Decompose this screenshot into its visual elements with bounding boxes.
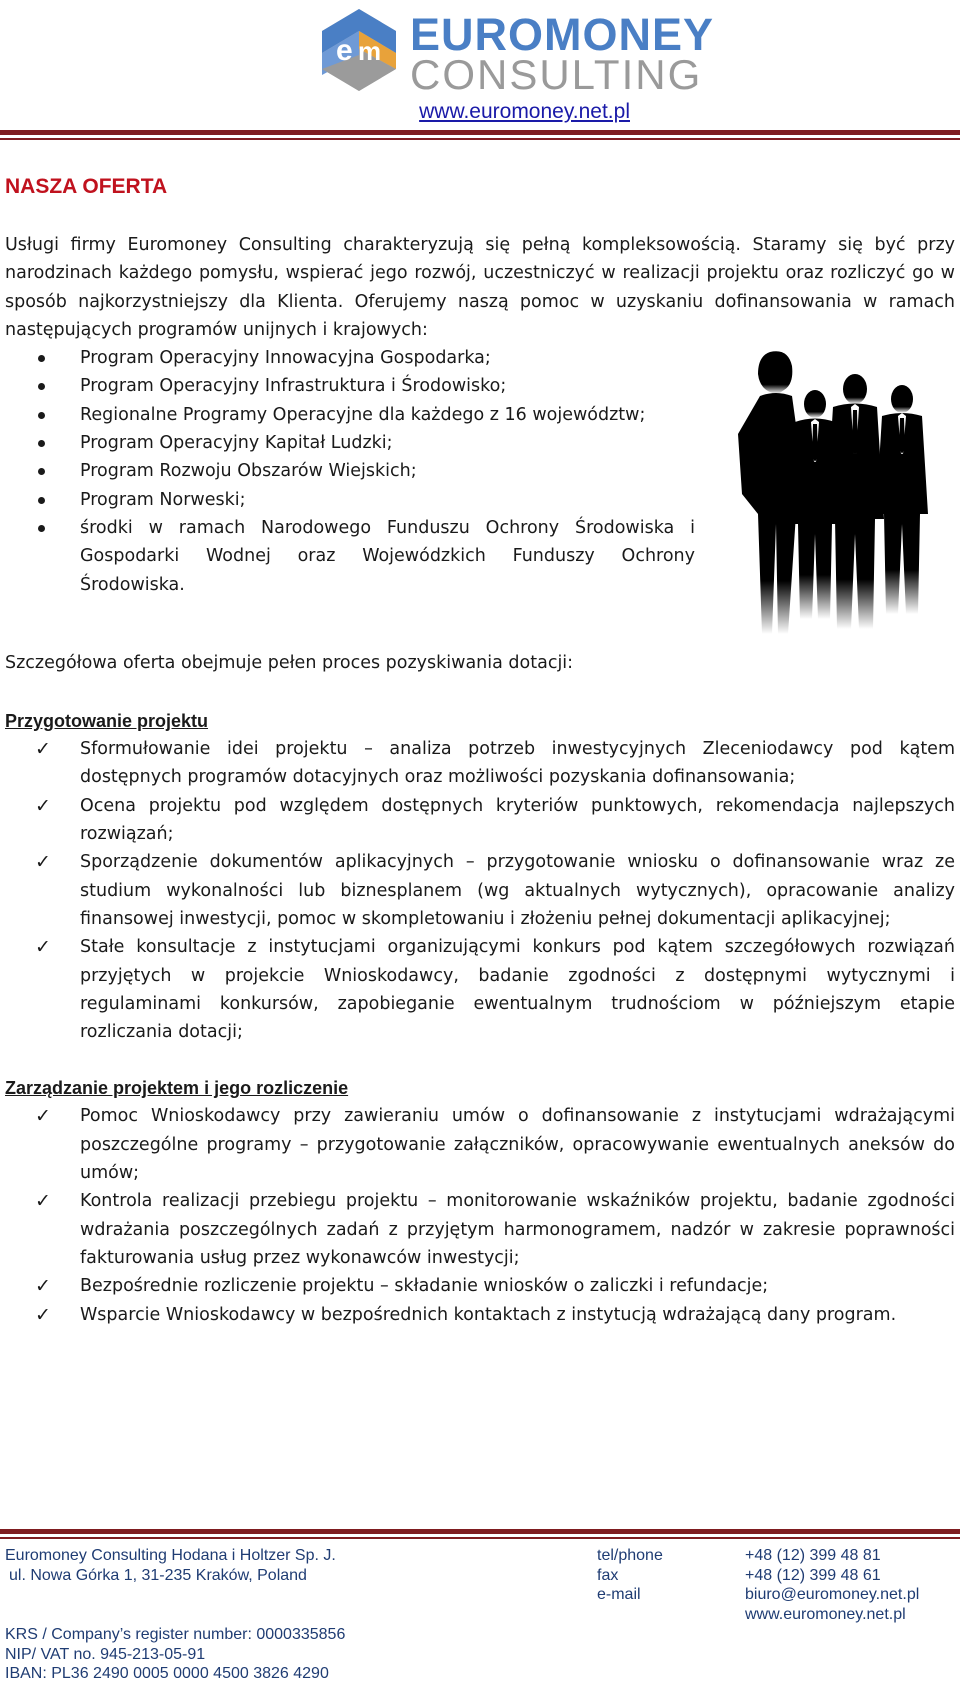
footer-registration-info	[5, 1625, 345, 1684]
checkmark-icon: ✓	[35, 1275, 51, 1298]
program-list	[5, 344, 695, 599]
logo-wordmark-top: EUROMONEY	[410, 9, 715, 60]
bullet-icon	[38, 525, 45, 532]
krs-number: KRS / Company’s register number: 0000335856	[5, 1626, 346, 1643]
email-address[interactable]: biuro@euromoney.net.pl	[745, 1586, 920, 1603]
footer-website-link[interactable]: www.euromoney.net.pl	[745, 1605, 906, 1623]
bullet-icon	[38, 468, 45, 475]
svg-text:e: e	[336, 34, 353, 67]
footer-contact-values	[745, 1546, 919, 1624]
offer-lead-text: Szczegółowa oferta obejmuje pełen proces pozyskiwania dotacji:	[5, 652, 574, 673]
list-item: ✓ Kontrola realizacji przebiegu projektu – monitorowanie wskaźników projektu, badanie zgodności wdrażania poszczególnych zadań z przyjętym harmonogramem, nadzór w zakresie poprawności fakturowania usług przez wykonawców inwestycji;	[5, 1187, 955, 1272]
logo-mark-icon	[314, 5, 404, 95]
footer-company-info	[5, 1546, 336, 1585]
footer-contact-labels	[597, 1546, 663, 1605]
page-footer	[0, 1540, 960, 1685]
list-item: Program Operacyjny Innowacyjna Gospodarka;	[5, 344, 695, 372]
document-body	[5, 168, 955, 1329]
company-name: Euromoney Consulting Hodana i Holtzer Sp. J.	[5, 1547, 336, 1564]
phone-number: +48 (12) 399 48 81	[745, 1547, 881, 1564]
page-header	[0, 0, 960, 145]
bullet-icon	[38, 355, 45, 362]
iban-number: IBAN: PL36 2490 0005 0000 4500 3826 4290	[5, 1665, 329, 1682]
list-item: ✓ Pomoc Wnioskodawcy przy zawieraniu umów o dofinansowanie z instytucjami wdrażającymi poszczególne programy – przygotowanie załączników, opracowywanie ewentualnych aneksów do umów;	[5, 1102, 955, 1187]
list-item: Program Norweski;	[5, 486, 695, 514]
bullet-icon	[38, 497, 45, 504]
list-item: ✓ Sporządzenie dokumentów aplikacyjnych – przygotowanie wniosku o dofinansowanie wraz ze studium wykonalności lub biznesplanem (wg aktualnych wytycznych), opracowanie analizy finansowej inwestycji, pomoc w skompletowaniu i złożeniu pełnej dokumentacji aplikacyjnej;	[5, 848, 955, 933]
list-item: ✓ Ocena projektu pod względem dostępnych kryteriów punktowych, rekomendacja najlepszych rozwiązań;	[5, 792, 955, 849]
management-checklist	[5, 1102, 955, 1328]
list-item: ✓ Sformułowanie idei projektu – analiza potrzeb inwestycyjnych Zleceniodawcy pod kątem dostępnych programów dotacyjnych oraz możliwości pozyskania dofinansowania;	[5, 735, 955, 792]
list-item: ✓ Wsparcie Wnioskodawcy w bezpośrednich kontaktach z instytucją wdrażającą dany program.	[5, 1301, 955, 1329]
footer-divider-thick	[0, 1529, 960, 1534]
checkmark-icon: ✓	[35, 1105, 51, 1128]
checkmark-icon: ✓	[35, 738, 51, 761]
bullet-icon	[38, 440, 45, 447]
nip-number: NIP/ VAT no. 945-213-05-91	[5, 1645, 206, 1663]
header-website-link[interactable]: www.euromoney.net.pl	[419, 100, 630, 123]
svg-text:m: m	[358, 36, 382, 66]
fax-label: fax	[597, 1566, 619, 1584]
company-logo	[314, 5, 715, 100]
list-item: środki w ramach Narodowego Funduszu Ochrony Środowiska i Gospodarki Wodnej oraz Wojewódzkich Funduszy Ochrony Środowiska.	[5, 514, 695, 599]
list-item: Regionalne Programy Operacyjne dla każdego z 16 województw;	[5, 401, 695, 429]
section-heading-preparation: Przygotowanie projektu	[5, 711, 209, 732]
checkmark-icon: ✓	[35, 851, 51, 874]
list-item: Program Operacyjny Infrastruktura i Środowisko;	[5, 372, 695, 400]
checkmark-icon: ✓	[35, 936, 51, 959]
checkmark-icon: ✓	[35, 1190, 51, 1213]
section-heading-management: Zarządzanie projektem i jego rozliczenie	[5, 1078, 349, 1099]
checkmark-icon: ✓	[35, 1303, 51, 1326]
list-item: ✓ Stałe konsultacje z instytucjami organizującymi konkurs pod kątem szczegółowych rozwiązań przyjętych w projekcie Wnioskodawcy, badanie zgodności z dostępnymi wytycznymi i regulaminami konkursów, zapobieganie ewentualnym trudnościom w późniejszym etapie rozliczania dotacji;	[5, 933, 955, 1046]
program-list-section	[5, 344, 955, 599]
business-people-silhouette-image	[730, 344, 955, 644]
intro-paragraph: Usługi firmy Euromoney Consulting charakteryzują się pełną kompleksowością. Staramy się być przy narodzinach każdego pomysłu, wspierać jego rozwój, uczestniczyć w realizacji projektu oraz rozliczyć go w sposób najkorzystniejszy dla Klienta. Oferujemy naszą pomoc w uzyskaniu dofinansowania w ramach następujących programów unijnych i krajowych:	[5, 235, 955, 340]
checkmark-icon: ✓	[35, 794, 51, 817]
header-divider-thin	[0, 138, 960, 140]
list-item: Program Operacyjny Kapitał Ludzki;	[5, 429, 695, 457]
list-item: Program Rozwoju Obszarów Wiejskich;	[5, 457, 695, 485]
bullet-icon	[38, 383, 45, 390]
phone-label: tel/phone	[597, 1547, 663, 1564]
page-title: NASZA OFERTA	[5, 175, 168, 198]
fax-number: +48 (12) 399 48 61	[745, 1566, 881, 1584]
bullet-icon	[38, 412, 45, 419]
preparation-checklist	[5, 735, 955, 1046]
company-address: ul. Nowa Górka 1, 31-235 Kraków, Poland	[9, 1566, 307, 1584]
footer-divider-thin	[0, 1537, 960, 1539]
email-label: e-mail	[597, 1586, 641, 1603]
header-divider-thick	[0, 130, 960, 135]
list-item: ✓ Bezpośrednie rozliczenie projektu – składanie wniosków o zaliczki i refundacje;	[5, 1272, 955, 1300]
logo-wordmark-bottom: CONSULTING	[410, 51, 703, 98]
